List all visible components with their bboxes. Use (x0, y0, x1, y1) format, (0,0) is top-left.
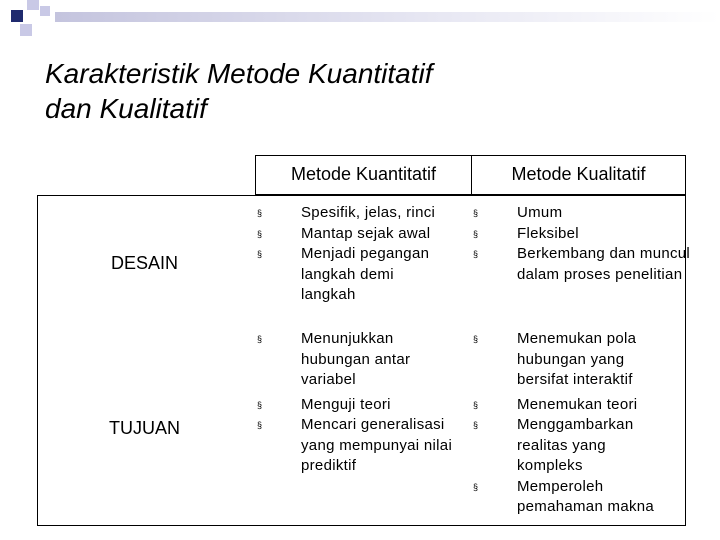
corner-square-1 (11, 10, 23, 22)
tujuan-kualitatif-list (473, 329, 683, 518)
corner-square-2 (27, 0, 39, 10)
list-item: § Menjadi pegangan langkah demi langkah (257, 245, 430, 303)
bullet-icon: § (473, 208, 479, 218)
header-bar (55, 12, 720, 22)
list-item: § Menguji teori (257, 395, 467, 416)
list-item: § Memperoleh pemahaman makna (473, 477, 655, 515)
header-kualitatif: Metode Kualitatif (511, 164, 646, 184)
title-line-1: Karakteristik Metode Kuantitatif (45, 58, 433, 89)
list-item: § Menemukan pola hubungan yang bersifat interaktif (473, 330, 637, 388)
bullet-icon: § (257, 208, 263, 218)
slide-title (45, 56, 695, 126)
bullet-icon: § (473, 399, 479, 410)
corner-square-3 (40, 6, 50, 16)
bullet-icon: § (257, 334, 263, 344)
list-item: § Mencari generalisasi yang mempunyai nilai prediktif (257, 416, 453, 474)
desain-kualitatif-list (473, 203, 691, 285)
bullet-icon: § (473, 334, 479, 344)
list-item: § Menemukan teori (473, 395, 683, 416)
bullet-icon: § (257, 399, 263, 410)
list-item: § Berkembang dan muncul dalam proses penelitian (473, 245, 691, 283)
corner-square-4 (20, 24, 32, 36)
bullet-icon: § (473, 228, 479, 239)
desain-kuantitatif-list (257, 203, 457, 306)
list-item: § Menunjukkan hubungan antar variabel (257, 330, 411, 388)
bullet-icon: § (257, 420, 263, 430)
bullet-icon: § (473, 420, 479, 430)
tujuan-kuantitatif-list (257, 329, 467, 477)
list-item: § Spesifik, jelas, rinci (257, 203, 457, 224)
row-label-desain: DESAIN (110, 253, 179, 273)
list-item: § Mantap sejak awal (257, 224, 457, 245)
bullet-icon: § (473, 481, 479, 492)
title-line-2: dan Kualitatif (45, 93, 207, 124)
list-item: § Fleksibel (473, 224, 683, 245)
bullet-icon: § (257, 228, 263, 239)
bullet-icon: § (257, 249, 263, 259)
list-item: § Menggambarkan realitas yang kompleks (473, 416, 634, 474)
header-kuantitatif: Metode Kuantitatif (290, 164, 437, 184)
row-label-tujuan: TUJUAN (109, 418, 180, 438)
bullet-icon: § (473, 249, 479, 259)
list-item: § Umum (473, 203, 683, 224)
